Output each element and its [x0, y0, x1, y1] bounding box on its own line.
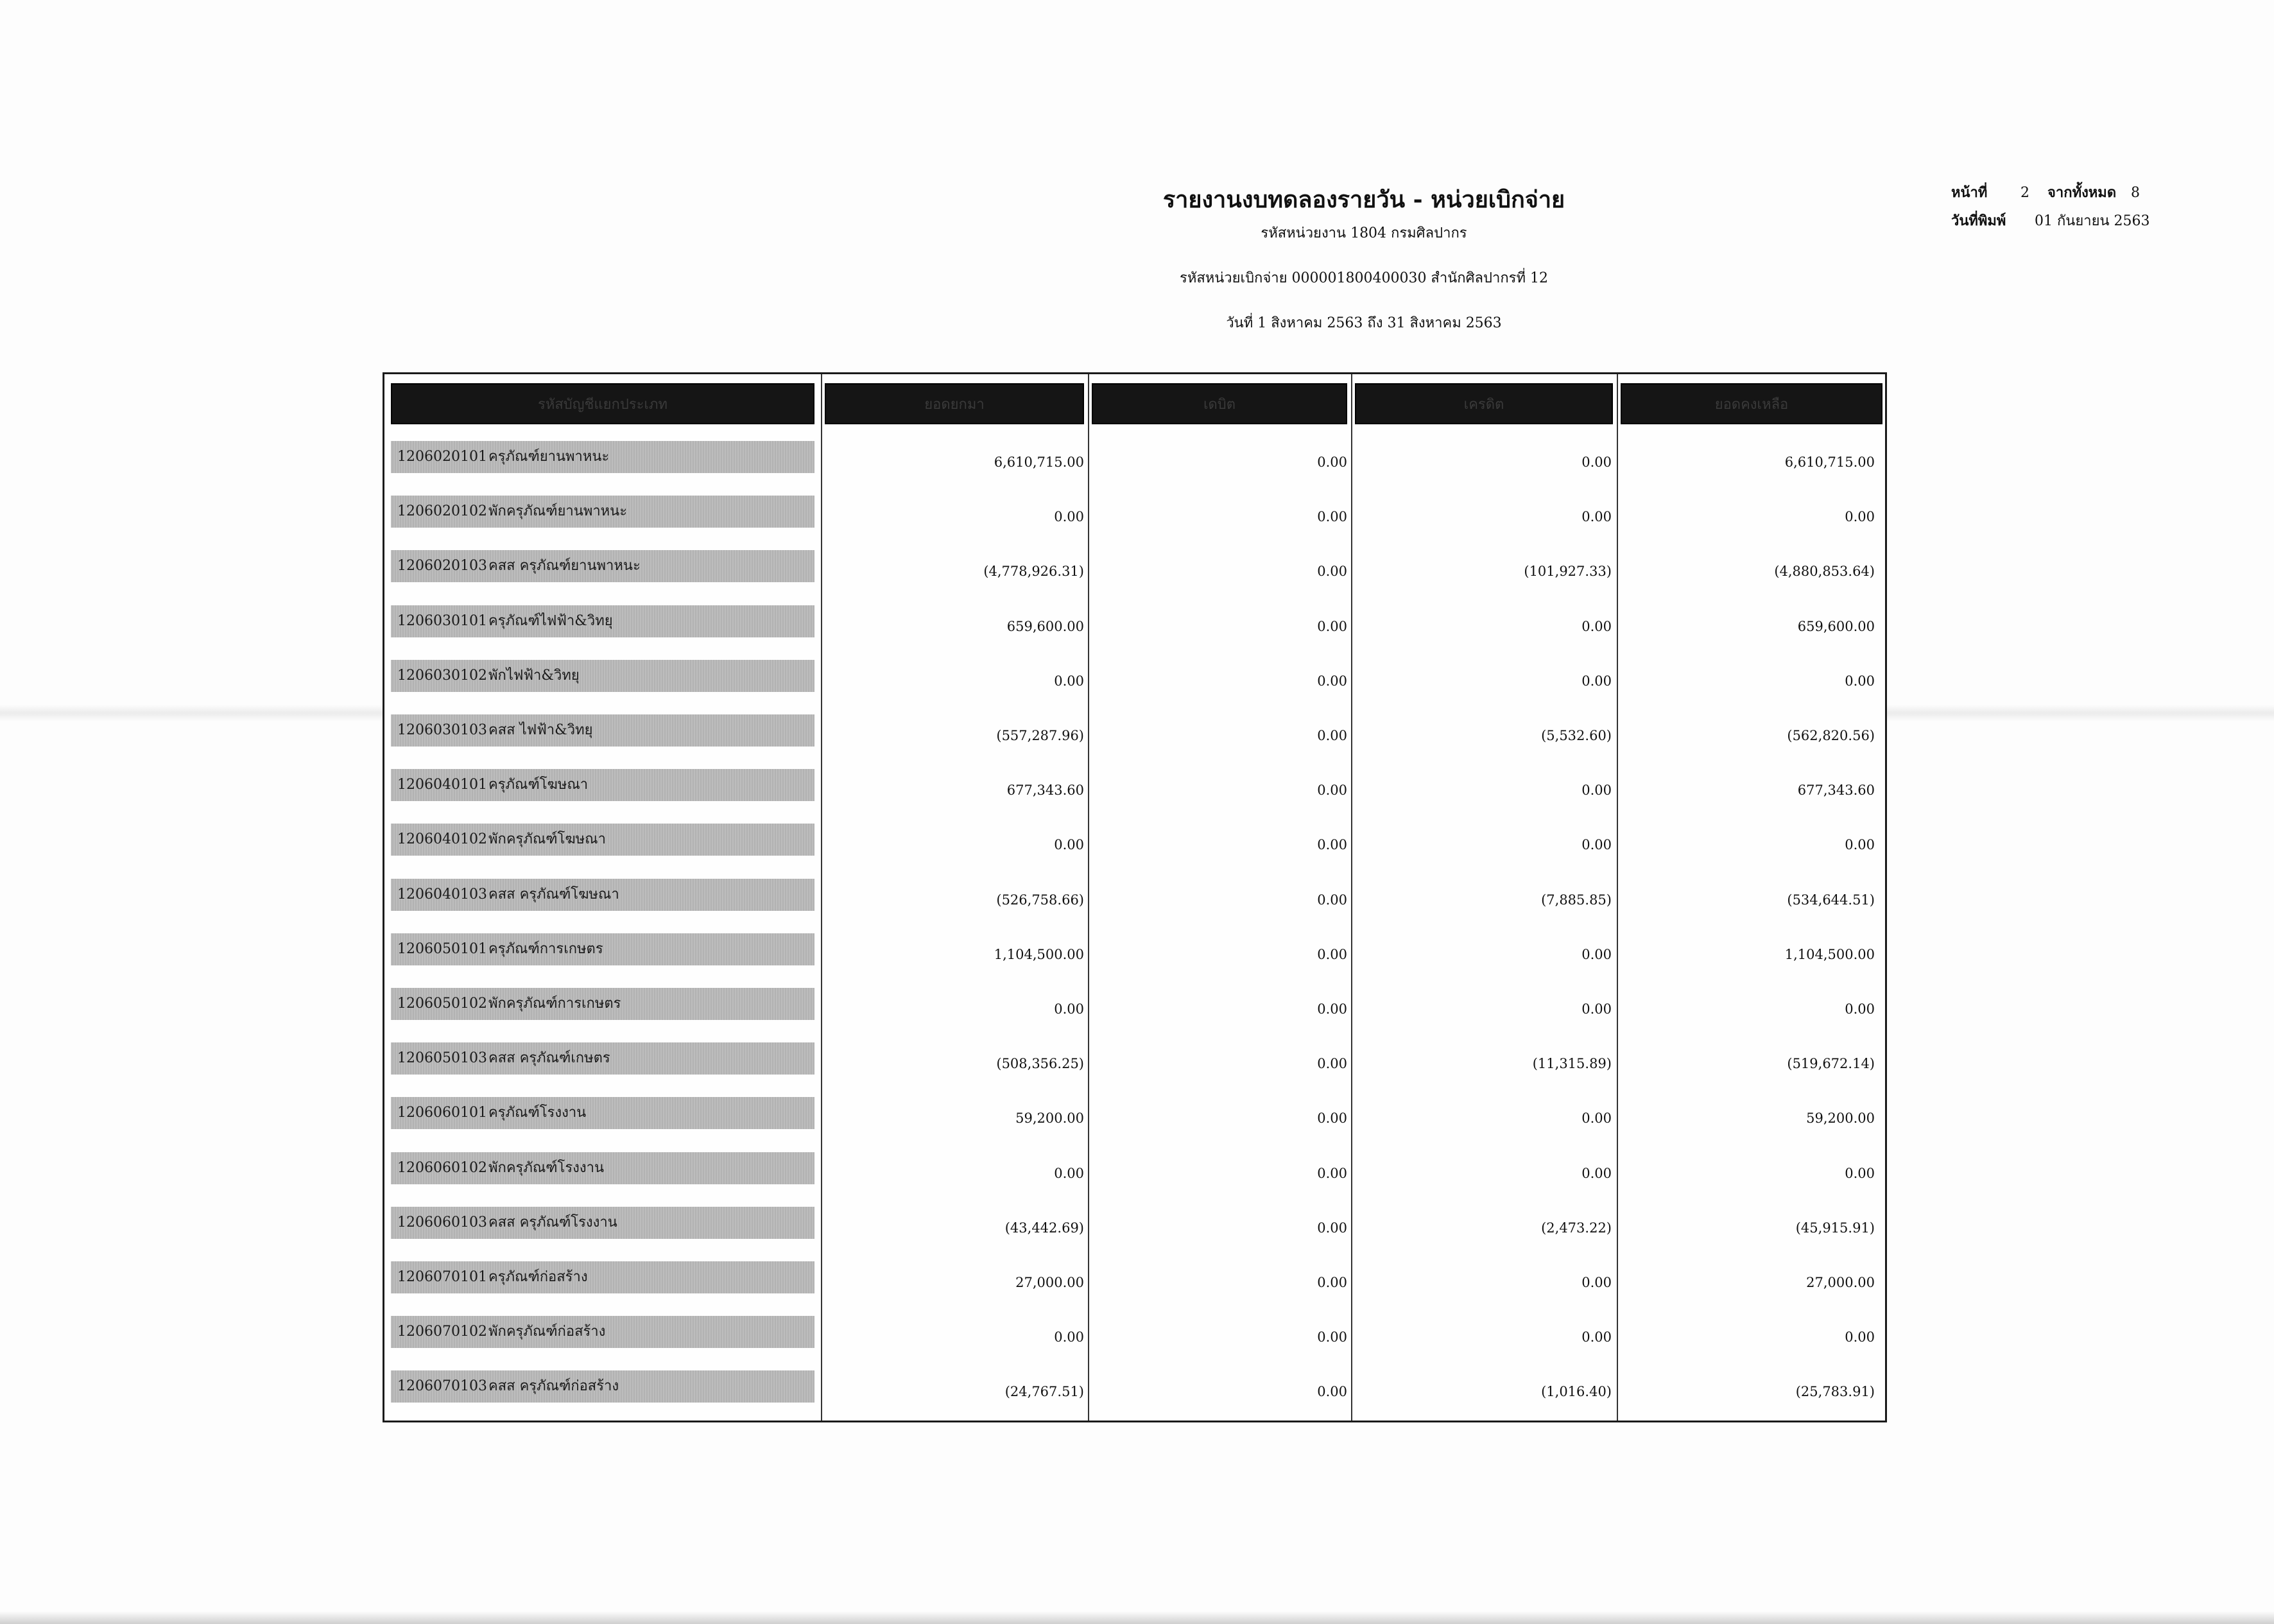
opening-balance-cell: (508,356.25)	[996, 1056, 1084, 1072]
opening-balance-cell: (43,442.69)	[1004, 1220, 1084, 1236]
column-header-closing-balance: ยอดคงเหลือ	[1621, 383, 1882, 424]
account-name: ครุภัณฑ์ไฟฟ้า&วิทยุ	[488, 612, 613, 629]
table-row-label	[391, 1316, 814, 1348]
table-row-label	[391, 714, 814, 747]
account-code: 1206050102	[397, 996, 487, 1012]
debit-cell: 0.00	[1317, 1220, 1347, 1236]
closing-balance-cell: (534,644.51)	[1787, 892, 1875, 908]
table-row-label	[391, 1097, 814, 1129]
agency-line: รหัสหน่วยงาน 1804 กรมศิลปากร	[1261, 225, 1467, 241]
debit-cell: 0.00	[1317, 1275, 1347, 1290]
credit-cell: 0.00	[1581, 1275, 1612, 1290]
credit-cell: (1,016.40)	[1541, 1384, 1612, 1400]
column-divider	[1617, 374, 1618, 1421]
report-title: รายงานงบทดลองรายวัน - หน่วยเบิกจ่าย	[1162, 186, 1565, 213]
debit-cell: 0.00	[1317, 837, 1347, 853]
opening-balance-cell: 0.00	[1054, 1001, 1084, 1017]
credit-cell: 0.00	[1581, 509, 1612, 525]
column-header-credit: เครดิต	[1355, 383, 1613, 424]
opening-balance-cell: 0.00	[1054, 509, 1084, 525]
disbursement-unit-line: รหัสหน่วยเบิกจ่าย 000001800400030 สำนักศิลปากรที่ 12	[1180, 270, 1548, 286]
account-code: 1206070103	[397, 1378, 487, 1395]
debit-cell: 0.00	[1317, 1110, 1347, 1127]
debit-cell: 0.00	[1317, 1329, 1347, 1345]
account-code: 1206040102	[397, 831, 487, 848]
credit-cell: 0.00	[1581, 837, 1612, 853]
opening-balance-cell: 0.00	[1054, 837, 1084, 853]
account-name: ครุภัณฑ์ยานพาหนะ	[488, 449, 610, 465]
closing-balance-cell: (45,915.91)	[1795, 1220, 1875, 1236]
debit-cell: 0.00	[1317, 454, 1347, 470]
account-name: คสส ครุภัณฑ์ก่อสร้าง	[488, 1378, 619, 1395]
credit-cell: 0.00	[1581, 782, 1612, 799]
account-name: คสส ครุภัณฑ์โรงงาน	[488, 1214, 617, 1231]
credit-cell: (101,927.33)	[1524, 564, 1612, 580]
table-row-label	[391, 1207, 814, 1239]
account-code: 1206030101	[397, 612, 487, 629]
account-code: 1206060101	[397, 1105, 487, 1121]
table-row-label	[391, 769, 814, 801]
debit-cell: 0.00	[1317, 618, 1347, 634]
account-name: พักไฟฟ้า&วิทยุ	[488, 667, 580, 684]
account-name: ครุภัณฑ์ก่อสร้าง	[488, 1269, 588, 1285]
closing-balance-cell: 677,343.60	[1797, 782, 1875, 799]
credit-cell: 0.00	[1581, 618, 1612, 634]
column-divider	[1351, 374, 1352, 1421]
account-name: พักครุภัณฑ์โฆษณา	[488, 831, 606, 848]
opening-balance-cell: 659,600.00	[1006, 618, 1084, 634]
account-name: พักครุภัณฑ์การเกษตร	[488, 996, 621, 1012]
page-info	[1951, 181, 2150, 238]
column-divider	[1088, 374, 1089, 1421]
credit-cell: (2,473.22)	[1541, 1220, 1612, 1236]
opening-balance-cell: 0.00	[1054, 1329, 1084, 1345]
opening-balance-cell: (526,758.66)	[996, 892, 1084, 908]
closing-balance-cell: 0.00	[1845, 509, 1875, 525]
credit-cell: (11,315.89)	[1532, 1056, 1612, 1072]
account-name: ครุภัณฑ์การเกษตร	[488, 940, 603, 957]
debit-cell: 0.00	[1317, 892, 1347, 908]
table-row-label	[391, 933, 814, 965]
opening-balance-cell: 0.00	[1054, 1165, 1084, 1181]
credit-cell: 0.00	[1581, 673, 1612, 689]
debit-cell: 0.00	[1317, 946, 1347, 962]
closing-balance-cell: 0.00	[1845, 837, 1875, 853]
account-code: 1206030103	[397, 722, 487, 738]
account-code: 1206040101	[397, 777, 487, 793]
column-header-account-code: รหัสบัญชีแยกประเภท	[391, 383, 814, 424]
credit-cell: 0.00	[1581, 1110, 1612, 1127]
table-row-label	[391, 550, 814, 582]
closing-balance-cell: 6,610,715.00	[1784, 454, 1875, 470]
debit-cell: 0.00	[1317, 782, 1347, 799]
table-row-label	[391, 441, 814, 473]
table-row-label	[391, 1370, 814, 1403]
closing-balance-cell: 0.00	[1845, 1001, 1875, 1017]
print-date: 01 กันยายน 2563	[2035, 213, 2150, 229]
print-date-label: วันที่พิมพ์	[1951, 212, 2006, 229]
opening-balance-cell: (4,778,926.31)	[983, 564, 1084, 580]
account-name: พักครุภัณฑ์โรงงาน	[488, 1159, 605, 1176]
page-number: 2	[2020, 185, 2029, 201]
closing-balance-cell: (562,820.56)	[1787, 728, 1875, 743]
opening-balance-cell: 59,200.00	[1015, 1110, 1084, 1127]
closing-balance-cell: (25,783.91)	[1795, 1384, 1875, 1400]
opening-balance-cell: (24,767.51)	[1004, 1384, 1084, 1400]
column-header-debit: เดบิต	[1092, 383, 1347, 424]
closing-balance-cell: 27,000.00	[1806, 1275, 1875, 1290]
account-code: 1206020102	[397, 503, 487, 520]
total-label: จากทั้งหมด	[2047, 184, 2117, 201]
credit-cell: 0.00	[1581, 454, 1612, 470]
column-divider	[821, 374, 822, 1421]
credit-cell: 0.00	[1581, 1329, 1612, 1345]
column-header-opening-balance: ยอดยกมา	[825, 383, 1084, 424]
account-name: คสส ครุภัณฑ์ยานพาหนะ	[488, 558, 641, 574]
account-code: 1206040103	[397, 886, 487, 903]
credit-cell: 0.00	[1581, 1165, 1612, 1181]
credit-cell: (7,885.85)	[1541, 892, 1612, 908]
opening-balance-cell: 1,104,500.00	[994, 946, 1084, 962]
opening-balance-cell: 0.00	[1054, 673, 1084, 689]
table-row-label	[391, 605, 814, 637]
account-name: ครุภัณฑ์โฆษณา	[488, 777, 589, 793]
table-row-label	[391, 496, 814, 528]
opening-balance-cell: (557,287.96)	[996, 728, 1084, 743]
account-code: 1206030102	[397, 667, 487, 684]
account-code: 1206020103	[397, 558, 487, 574]
closing-balance-cell: 659,600.00	[1797, 618, 1875, 634]
account-name: ครุภัณฑ์โรงงาน	[488, 1105, 587, 1121]
table-row-label	[391, 1042, 814, 1075]
account-code: 1206050101	[397, 940, 487, 957]
debit-cell: 0.00	[1317, 1384, 1347, 1400]
debit-cell: 0.00	[1317, 564, 1347, 580]
closing-balance-cell: 1,104,500.00	[1784, 946, 1875, 962]
scan-artifact-edge	[0, 1611, 2274, 1624]
table-row-label	[391, 879, 814, 911]
debit-cell: 0.00	[1317, 1165, 1347, 1181]
credit-cell: 0.00	[1581, 946, 1612, 962]
closing-balance-cell: 59,200.00	[1806, 1110, 1875, 1127]
table-row-label	[391, 1261, 814, 1293]
table-row-label	[391, 824, 814, 856]
account-name: คสส ครุภัณฑ์โฆษณา	[488, 886, 619, 903]
trial-balance-table	[383, 372, 1887, 1422]
closing-balance-cell: (519,672.14)	[1787, 1056, 1875, 1072]
account-code: 1206060102	[397, 1159, 487, 1176]
total-pages: 8	[2131, 185, 2140, 201]
account-code: 1206050103	[397, 1050, 487, 1067]
page-label: หน้าที่	[1951, 184, 1988, 201]
credit-cell: (5,532.60)	[1541, 728, 1612, 743]
account-name: พักครุภัณฑ์ก่อสร้าง	[488, 1324, 606, 1340]
debit-cell: 0.00	[1317, 673, 1347, 689]
account-code: 1206020101	[397, 449, 487, 465]
closing-balance-cell: 0.00	[1845, 1165, 1875, 1181]
account-code: 1206060103	[397, 1214, 487, 1231]
credit-cell: 0.00	[1581, 1001, 1612, 1017]
table-row-label	[391, 988, 814, 1020]
table-row-label	[391, 1152, 814, 1184]
date-range-line: วันที่ 1 สิงหาคม 2563 ถึง 31 สิงหาคม 2563	[1226, 315, 1502, 331]
closing-balance-cell: (4,880,853.64)	[1774, 564, 1875, 580]
debit-cell: 0.00	[1317, 1001, 1347, 1017]
table-row-label	[391, 660, 814, 692]
opening-balance-cell: 677,343.60	[1006, 782, 1084, 799]
opening-balance-cell: 27,000.00	[1015, 1275, 1084, 1290]
closing-balance-cell: 0.00	[1845, 1329, 1875, 1345]
closing-balance-cell: 0.00	[1845, 673, 1875, 689]
debit-cell: 0.00	[1317, 1056, 1347, 1072]
account-code: 1206070102	[397, 1324, 487, 1340]
account-name: คสส ไฟฟ้า&วิทยุ	[488, 722, 593, 738]
account-name: พักครุภัณฑ์ยานพาหนะ	[488, 503, 628, 520]
account-name: คสส ครุภัณฑ์เกษตร	[488, 1050, 610, 1067]
account-code: 1206070101	[397, 1269, 487, 1285]
debit-cell: 0.00	[1317, 728, 1347, 743]
opening-balance-cell: 6,610,715.00	[994, 454, 1084, 470]
debit-cell: 0.00	[1317, 509, 1347, 525]
